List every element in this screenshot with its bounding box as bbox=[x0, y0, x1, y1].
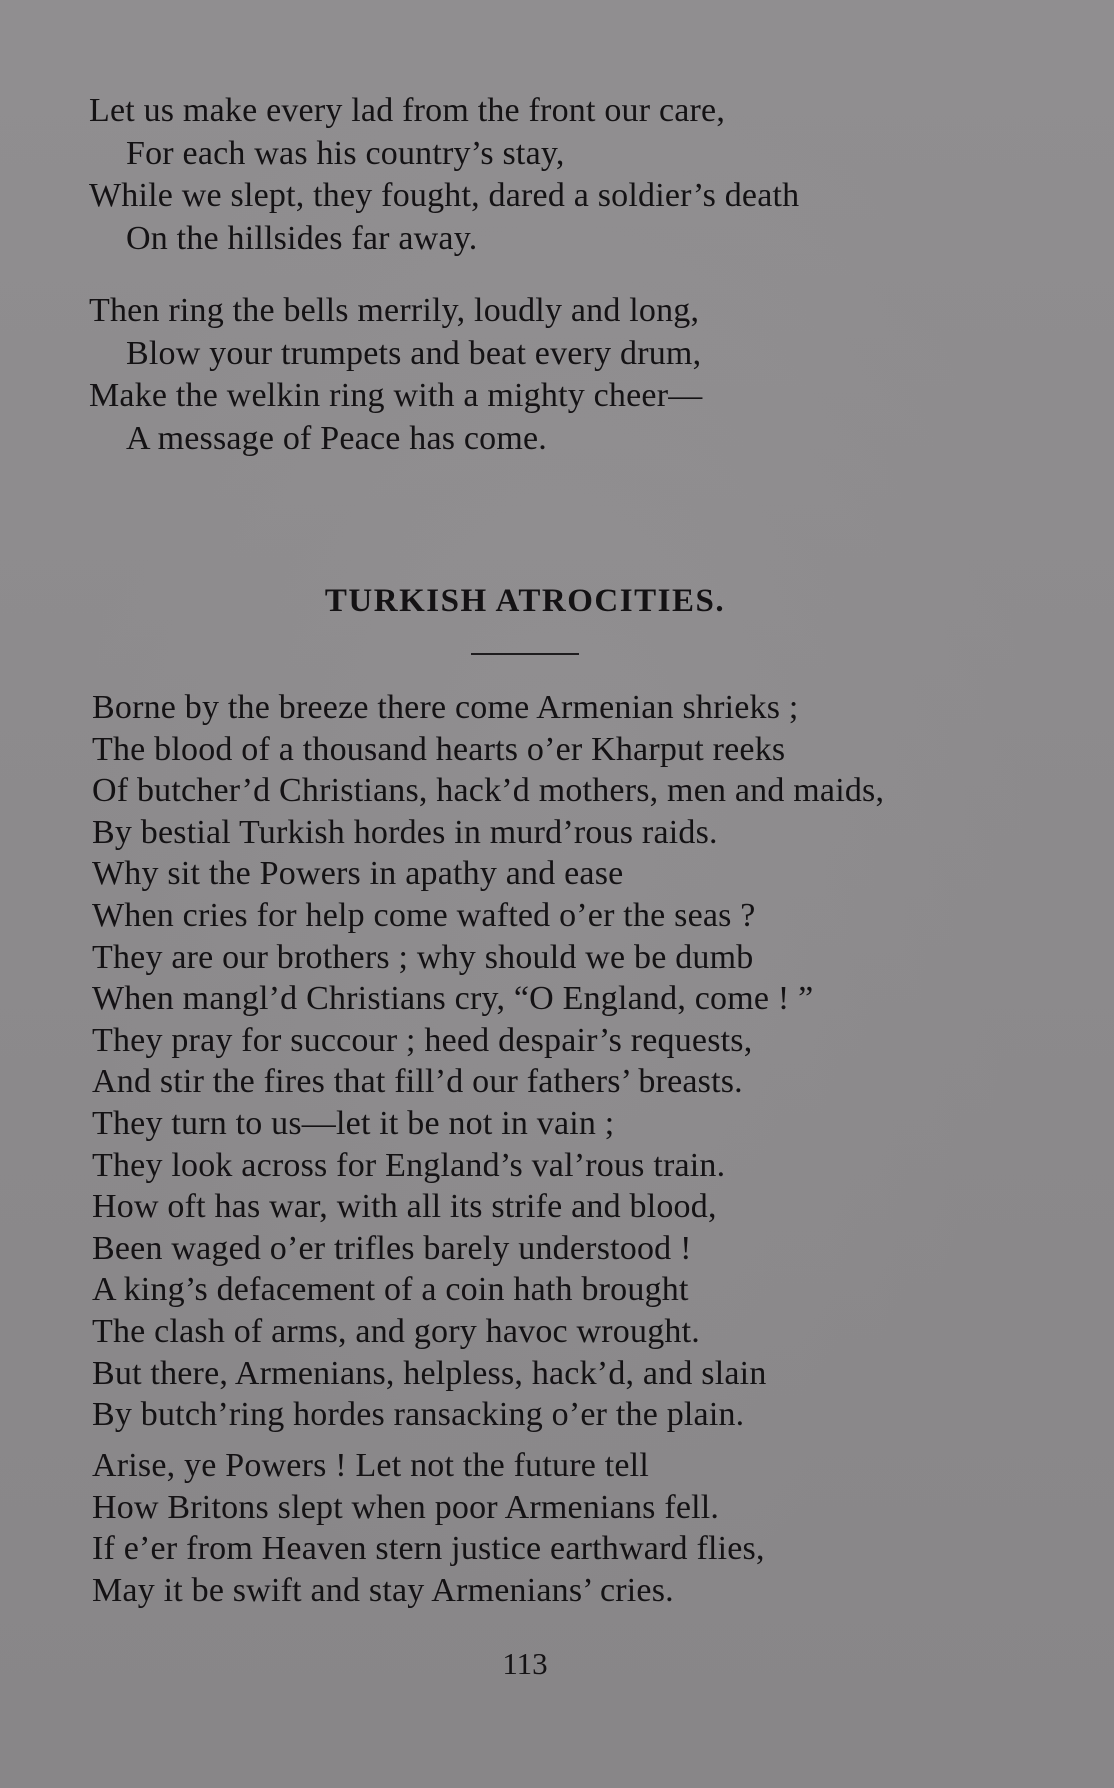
title-rule-divider bbox=[471, 653, 579, 655]
verse-line: But there, Armenians, helpless, hack’d, and slain bbox=[92, 1354, 767, 1392]
verse-line: Make the welkin ring with a mighty cheer— bbox=[89, 377, 703, 414]
verse-line: While we slept, they fought, dared a soldier’s death bbox=[89, 177, 800, 214]
verse-line: Of butcher’d Christians, hack’d mothers, men and maids, bbox=[92, 772, 885, 810]
verse-line: When cries for help come wafted o’er the seas ? bbox=[92, 896, 756, 934]
verse-line: Let us make every lad from the front our care, bbox=[89, 92, 726, 129]
verse-line: They look across for England’s val’rous train. bbox=[92, 1146, 726, 1184]
stanza-atrocities-1 bbox=[92, 687, 884, 1436]
verse-line: Arise, ye Powers ! Let not the future tell bbox=[92, 1447, 649, 1484]
verse-line: May it be swift and stay Armenians’ cries. bbox=[92, 1571, 674, 1609]
stanza-peace-1 bbox=[89, 90, 799, 260]
verse-line: They are our brothers ; why should we be dumb bbox=[92, 938, 754, 976]
verse-line: A king’s defacement of a coin hath brought bbox=[92, 1271, 689, 1309]
verse-line: Been waged o’er trifles barely understood ! bbox=[92, 1229, 692, 1267]
poem-title: TURKISH ATROCITIES. bbox=[324, 583, 726, 619]
verse-line: A message of Peace has come. bbox=[126, 419, 548, 457]
stanza-peace-2 bbox=[89, 290, 702, 460]
verse-line: The blood of a thousand hearts o’er Kharput reeks bbox=[92, 730, 786, 768]
verse-line: By bestial Turkish hordes in murd’rous raids. bbox=[92, 813, 718, 851]
verse-line: Blow your trumpets and beat every drum, bbox=[126, 334, 702, 372]
verse-line: How oft has war, with all its strife and blood, bbox=[92, 1188, 717, 1226]
verse-line: On the hillsides far away. bbox=[126, 219, 478, 257]
verse-line: Then ring the bells merrily, loudly and long, bbox=[89, 292, 700, 329]
verse-line: They pray for succour ; heed despair’s requests, bbox=[92, 1021, 753, 1059]
verse-line: By butch’ring hordes ransacking o’er the plain. bbox=[92, 1396, 745, 1434]
verse-line: And stir the fires that fill’d our fathers’ breasts. bbox=[92, 1063, 743, 1101]
verse-line: They turn to us—let it be not in vain ; bbox=[92, 1104, 615, 1142]
verse-line: How Britons slept when poor Armenians fell. bbox=[92, 1488, 720, 1526]
verse-line: For each was his country’s stay, bbox=[126, 134, 565, 172]
verse-line: If e’er from Heaven stern justice earthward flies, bbox=[92, 1530, 765, 1568]
stanza-atrocities-2 bbox=[92, 1445, 765, 1611]
verse-line: The clash of arms, and gory havoc wrought. bbox=[92, 1312, 700, 1350]
page-number: 113 bbox=[502, 1646, 548, 1681]
verse-line: Why sit the Powers in apathy and ease bbox=[92, 855, 624, 893]
verse-line: Borne by the breeze there come Armenian shrieks ; bbox=[92, 689, 799, 726]
verse-line: When mangl’d Christians cry, “O England, come ! ” bbox=[92, 980, 814, 1018]
